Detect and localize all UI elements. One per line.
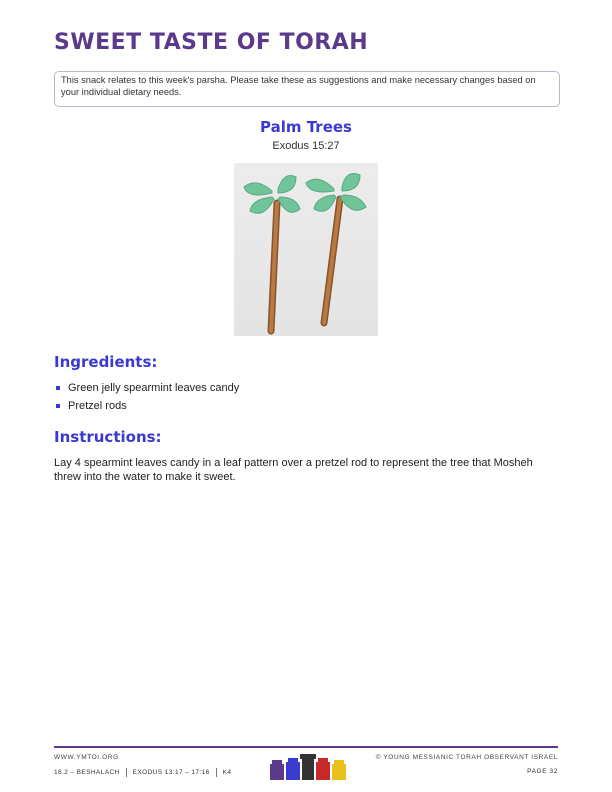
bullet-icon [56,404,60,408]
page-title: SWEET TASTE OF TORAH [54,30,369,55]
ingredients-list [54,379,239,415]
footer-age: K4 [222,769,232,777]
instructions-heading: Instructions: [54,428,162,446]
footer-divider [54,746,558,748]
recipe-reference: Exodus 15:27 [272,140,340,152]
footer-site-link[interactable]: WWW.YMTOI.ORG [54,754,119,761]
footer-page-number: PAGE 32 [527,768,558,775]
footer-parsha: 16.2 – BESHALACH [54,769,120,777]
snack-photo [234,163,378,336]
footer-separator [216,768,217,777]
footer-separator [126,768,127,777]
footer-parsha-info [54,768,231,777]
footer-copyright: © YOUNG MESSIANIC TORAH OBSERVANT ISRAEL [375,754,558,761]
ymtoi-logo [268,752,348,782]
bullet-icon [56,386,60,390]
footer-verses: EXODUS 13:17 – 17:16 [132,769,210,777]
instructions-text: Lay 4 spearmint leaves candy in a leaf pattern over a pretzel rod to represent the tree that Mosheh threw into the water to make it sweet. [54,457,533,483]
palm-trees-illustration [234,163,378,336]
list-item: Pretzel rods [54,397,239,415]
recipe-title: Palm Trees [260,118,352,136]
dietary-note: This snack relates to this week's parsha. Please take these as suggestions and make necessary changes based on your individual dietary needs. [54,71,560,107]
list-item: Green jelly spearmint leaves candy [54,379,239,397]
ingredients-heading: Ingredients: [54,353,158,371]
